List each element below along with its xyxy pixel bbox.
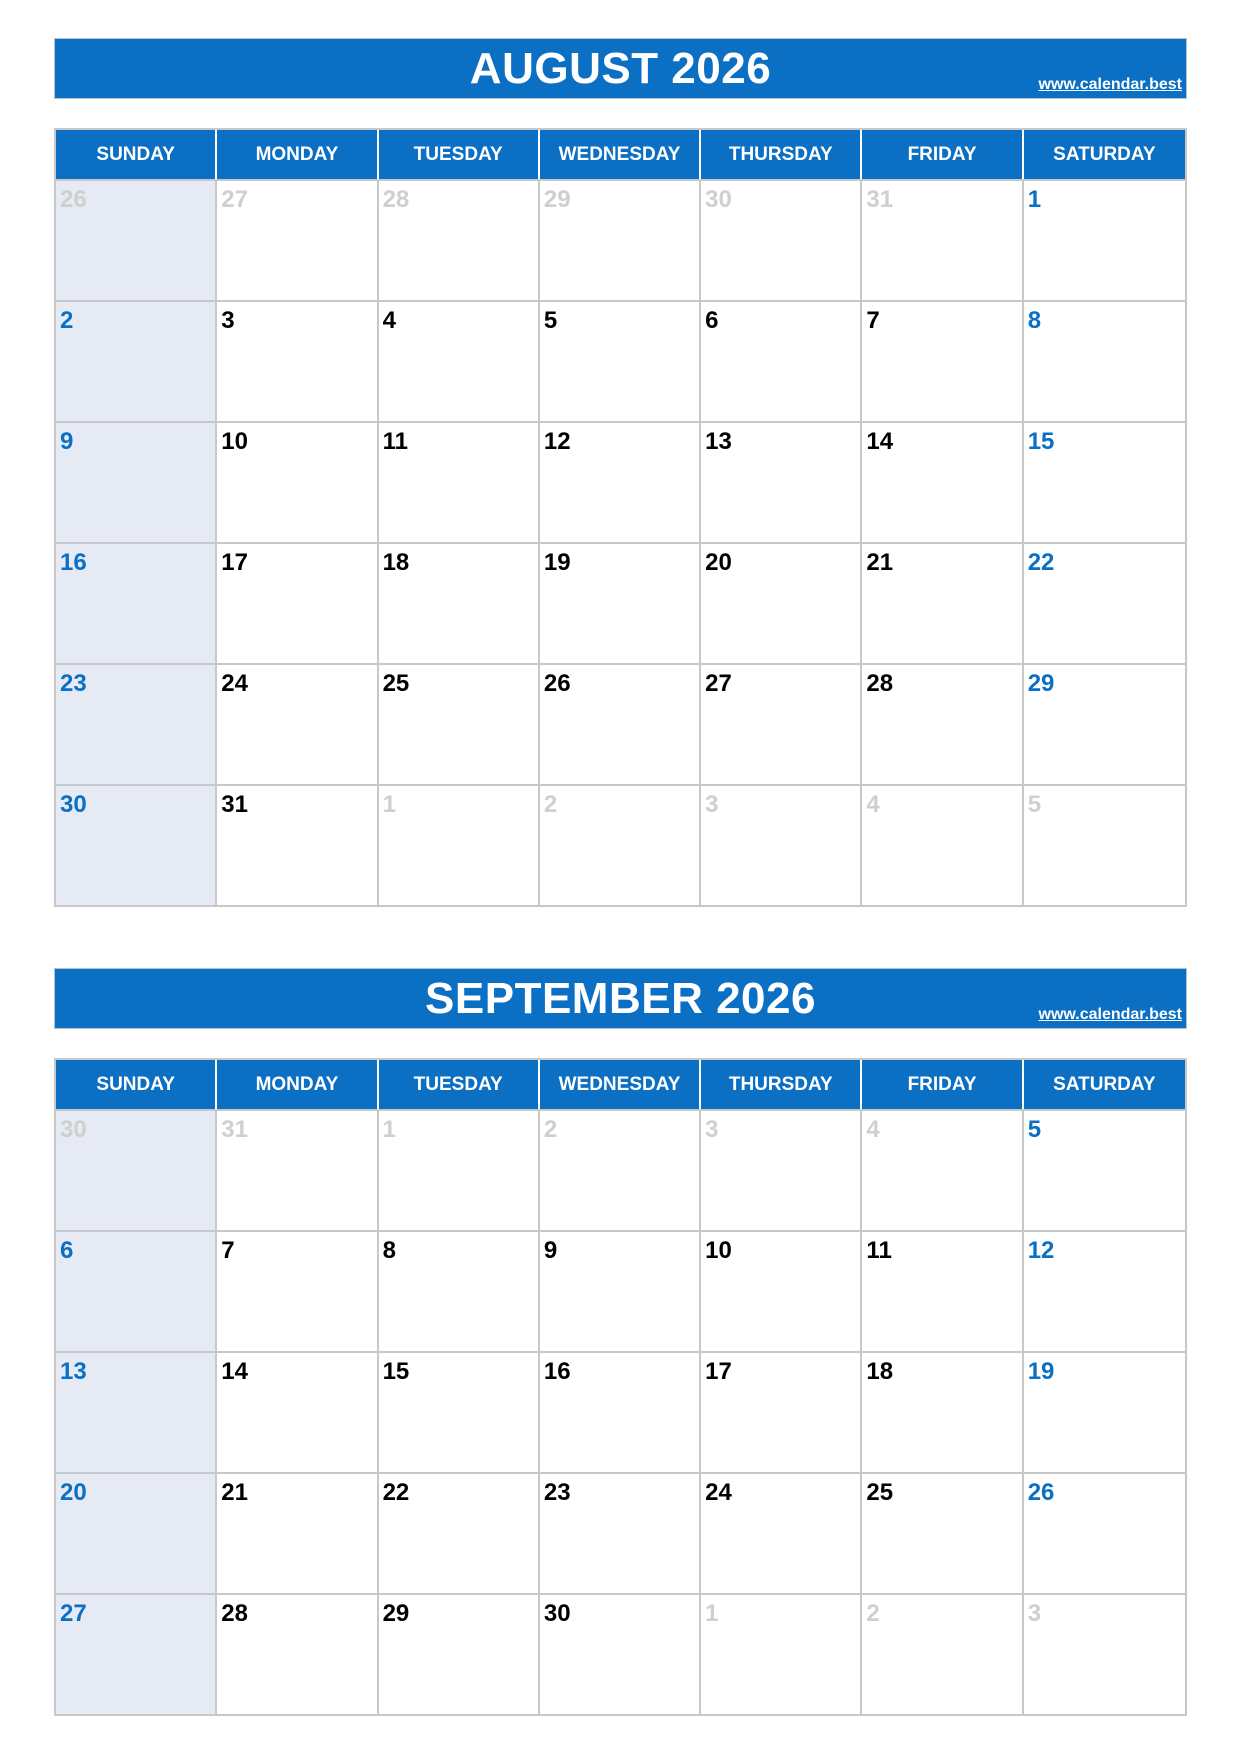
day-cell[interactable]: 28 (862, 665, 1023, 784)
week-row (56, 1593, 1185, 1714)
week-row (56, 300, 1185, 421)
calendar-grid (54, 128, 1187, 907)
day-cell[interactable]: 27 (56, 1595, 217, 1714)
day-cell[interactable]: 9 (540, 1232, 701, 1351)
week-row (56, 421, 1185, 542)
day-cell[interactable]: 30 (56, 786, 217, 905)
day-cell[interactable]: 10 (701, 1232, 862, 1351)
day-cell-other-month[interactable]: 2 (540, 1111, 701, 1230)
day-cell[interactable]: 29 (1027, 670, 1055, 697)
day-cell[interactable]: 7 (862, 302, 1023, 421)
day-cell[interactable]: 29 (379, 1595, 540, 1714)
day-cell[interactable]: 12 (1027, 1237, 1055, 1264)
day-cell[interactable]: 21 (217, 1474, 378, 1593)
weekday-header-sunday: SUNDAY (56, 1060, 217, 1109)
day-cell[interactable]: 12 (540, 423, 701, 542)
weekday-header-tuesday: TUESDAY (379, 1060, 540, 1109)
day-cell-other-month[interactable]: 3 (1027, 1600, 1042, 1627)
day-cell-other-month[interactable]: 4 (862, 1111, 1023, 1230)
day-cell-other-month[interactable]: 31 (217, 1111, 378, 1230)
day-cell[interactable]: 23 (540, 1474, 701, 1593)
day-cell[interactable]: 8 (379, 1232, 540, 1351)
week-row (56, 1351, 1185, 1472)
week-row (56, 784, 1185, 905)
day-cell[interactable]: 26 (540, 665, 701, 784)
day-cell[interactable]: 22 (379, 1474, 540, 1593)
day-cell[interactable]: 5 (540, 302, 701, 421)
weekday-header-wednesday: WEDNESDAY (540, 130, 701, 179)
month-september-2026 (54, 968, 1187, 1716)
day-cell[interactable]: 18 (379, 544, 540, 663)
day-cell[interactable]: 5 (1027, 1116, 1042, 1143)
day-cell-other-month[interactable]: 2 (540, 786, 701, 905)
day-cell[interactable]: 25 (379, 665, 540, 784)
weekday-header-thursday: THURSDAY (701, 130, 862, 179)
month-title-bar (54, 968, 1187, 1029)
day-cell[interactable]: 20 (56, 1474, 217, 1593)
weekday-header-saturday: SATURDAY (1053, 143, 1156, 165)
day-cell[interactable]: 4 (379, 302, 540, 421)
day-cell[interactable]: 17 (217, 544, 378, 663)
day-cell[interactable]: 28 (217, 1595, 378, 1714)
day-cell[interactable]: 21 (862, 544, 1023, 663)
day-cell[interactable]: 27 (701, 665, 862, 784)
weekday-header-row (56, 130, 1185, 179)
day-cell-other-month[interactable]: 1 (701, 1595, 862, 1714)
weekday-header-wednesday: WEDNESDAY (540, 1060, 701, 1109)
day-cell-other-month[interactable]: 3 (701, 786, 862, 905)
day-cell[interactable]: 16 (540, 1353, 701, 1472)
weekday-header-monday: MONDAY (217, 1060, 378, 1109)
month-august-2026 (54, 38, 1187, 907)
weekday-header-row (56, 1060, 1185, 1109)
day-cell[interactable]: 15 (379, 1353, 540, 1472)
week-row (56, 179, 1185, 300)
site-link[interactable]: www.calendar.best (1038, 1006, 1182, 1023)
day-cell-other-month[interactable]: 31 (862, 181, 1023, 300)
day-cell[interactable]: 15 (1027, 428, 1055, 455)
day-cell[interactable]: 31 (217, 786, 378, 905)
day-cell[interactable]: 23 (56, 665, 217, 784)
weekday-header-saturday: SATURDAY (1053, 1073, 1156, 1095)
day-cell[interactable]: 10 (217, 423, 378, 542)
week-row (56, 1472, 1185, 1593)
day-cell[interactable]: 14 (862, 423, 1023, 542)
month-title-bar (54, 38, 1187, 99)
day-cell[interactable]: 20 (701, 544, 862, 663)
weekday-header-sunday: SUNDAY (56, 130, 217, 179)
day-cell[interactable]: 22 (1027, 549, 1055, 576)
day-cell[interactable]: 30 (540, 1595, 701, 1714)
weekday-header-friday: FRIDAY (862, 1060, 1023, 1109)
day-cell[interactable]: 6 (56, 1232, 217, 1351)
day-cell-other-month[interactable]: 2 (862, 1595, 1023, 1714)
day-cell[interactable]: 16 (56, 544, 217, 663)
day-cell-other-month[interactable]: 5 (1027, 791, 1042, 818)
day-cell-other-month[interactable]: 26 (56, 181, 217, 300)
day-cell[interactable]: 14 (217, 1353, 378, 1472)
day-cell[interactable]: 25 (862, 1474, 1023, 1593)
day-cell-other-month[interactable]: 28 (379, 181, 540, 300)
week-row (56, 1109, 1185, 1230)
day-cell[interactable]: 9 (56, 423, 217, 542)
weekday-header-monday: MONDAY (217, 130, 378, 179)
day-cell[interactable]: 13 (701, 423, 862, 542)
day-cell[interactable]: 24 (701, 1474, 862, 1593)
day-cell[interactable]: 6 (701, 302, 862, 421)
day-cell[interactable]: 11 (379, 423, 540, 542)
week-row (56, 1230, 1185, 1351)
day-cell-other-month[interactable]: 4 (862, 786, 1023, 905)
day-cell[interactable]: 17 (701, 1353, 862, 1472)
day-cell[interactable]: 19 (540, 544, 701, 663)
day-cell[interactable]: 18 (862, 1353, 1023, 1472)
week-row (56, 542, 1185, 663)
day-cell-other-month[interactable]: 27 (217, 181, 378, 300)
day-cell-other-month[interactable]: 29 (540, 181, 701, 300)
day-cell-other-month[interactable]: 1 (379, 1111, 540, 1230)
calendar-grid (54, 1058, 1187, 1716)
day-cell-other-month[interactable]: 30 (56, 1111, 217, 1230)
weekday-header-friday: FRIDAY (862, 130, 1023, 179)
day-cell-other-month[interactable]: 3 (701, 1111, 862, 1230)
day-cell[interactable]: 11 (862, 1232, 1023, 1351)
day-cell[interactable]: 3 (217, 302, 378, 421)
weekday-header-tuesday: TUESDAY (379, 130, 540, 179)
day-cell[interactable]: 2 (56, 302, 217, 421)
day-cell[interactable]: 19 (1027, 1358, 1055, 1385)
day-cell[interactable]: 13 (56, 1353, 217, 1472)
month-title: AUGUST 2026 (469, 43, 772, 93)
day-cell[interactable]: 7 (217, 1232, 378, 1351)
day-cell-other-month[interactable]: 1 (379, 786, 540, 905)
site-link[interactable]: www.calendar.best (1038, 76, 1182, 93)
day-cell[interactable]: 26 (1027, 1479, 1055, 1506)
week-row (56, 663, 1185, 784)
day-cell[interactable]: 24 (217, 665, 378, 784)
month-title: SEPTEMBER 2026 (425, 973, 816, 1023)
day-cell[interactable]: 8 (1027, 307, 1042, 334)
day-cell[interactable]: 1 (1027, 186, 1042, 213)
weekday-header-thursday: THURSDAY (701, 1060, 862, 1109)
day-cell-other-month[interactable]: 30 (701, 181, 862, 300)
